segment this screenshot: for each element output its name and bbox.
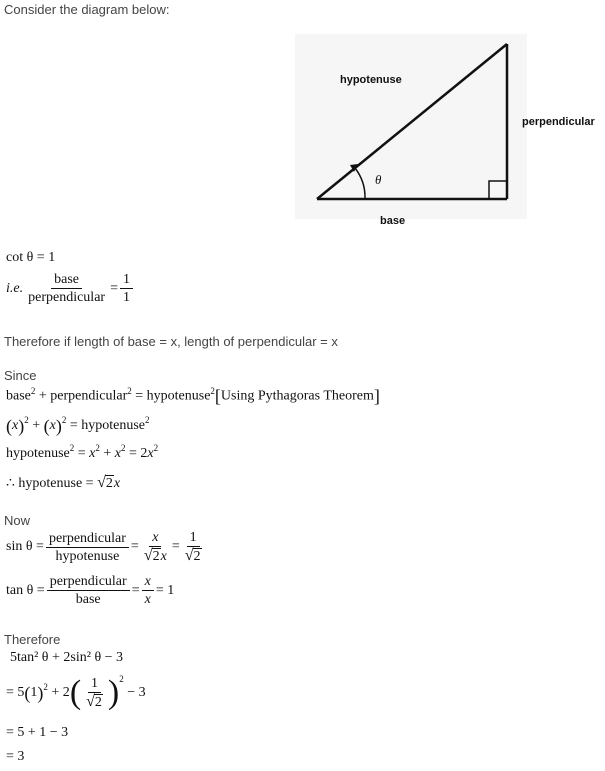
pythagoras-bracket-text: Using Pythagoras Theorem bbox=[220, 388, 374, 404]
final-step-1: = 5 ( 1 ) $^2$ + 2 ( $\frac{1}{√2}$ ) $^2$ − 3 bbox=[6, 674, 146, 711]
label-theta: θ bbox=[375, 172, 382, 187]
final-step-3: = 3 bbox=[6, 749, 25, 764]
pythagoras-line-4: ∴ hypotenuse = √2x bbox=[6, 474, 121, 491]
ie-text: i.e. bbox=[6, 280, 24, 296]
pythagoras-line-2: $(x)^2 + (x)^2$ = hypotenuse$^2$ bbox=[6, 415, 150, 436]
sin-frac-2: $\frac{x}{√2x}$ bbox=[143, 530, 167, 564]
sin-num2: x bbox=[149, 530, 161, 547]
base-over-perp bbox=[25, 272, 108, 305]
step1-tail: − 3 bbox=[127, 685, 146, 700]
final-expression: 5tan² θ + 2sin² θ − 3 bbox=[10, 650, 124, 665]
tan-lhs: tan θ = bbox=[6, 582, 45, 598]
triangle-svg bbox=[295, 34, 605, 234]
label-hypotenuse: hypotenuse bbox=[340, 74, 402, 86]
scan-background bbox=[295, 34, 527, 219]
sin-equation: sin θ = $\frac{\text{perpendicular}}{\text{hypotenuse}}$ = $\frac{x}{√2x}$ = $\frac{1}{√2}$ bbox=[6, 530, 207, 564]
frac-num: base bbox=[51, 272, 82, 289]
pythagoras-line-3: hypotenuse$^2$ = $x^2 + x^2 = 2x^2$ bbox=[6, 443, 159, 461]
now-label: Now bbox=[4, 513, 31, 528]
tan-equation: tan θ = $\frac{\text{perpendicular}}{\text{base}}$ = $\frac{x}{x}$ = 1 bbox=[6, 574, 175, 607]
rhs-num: 1 bbox=[120, 272, 133, 289]
sin-den1: hypotenuse bbox=[55, 548, 120, 564]
tan-frac-2 bbox=[142, 574, 154, 607]
triangle-diagram bbox=[295, 34, 605, 234]
tan-den2: x bbox=[144, 592, 151, 607]
frac-den: perpendicular bbox=[28, 290, 106, 305]
final-step-2: = 5 + 1 − 3 bbox=[6, 725, 69, 740]
l2-rhs: = hypotenuse bbox=[69, 418, 146, 434]
tan-num1: perpendicular bbox=[47, 574, 130, 591]
therefore-label: Therefore bbox=[4, 632, 61, 647]
label-base: base bbox=[380, 215, 406, 227]
tan-result: = 1 bbox=[155, 582, 175, 598]
ie-equation: i.e. $\frac{\text{base}}{\text{perpendicular}}$ = $\frac{1}{1}$ bbox=[6, 272, 135, 305]
intro-text: Consider the diagram below: bbox=[4, 2, 170, 17]
l4-prefix: ∴ hypotenuse = bbox=[6, 476, 94, 491]
tan-den1: base bbox=[75, 592, 101, 607]
sin-frac-3: $\frac{1}{√2}$ bbox=[184, 530, 201, 564]
sin-num3: 1 bbox=[187, 530, 200, 547]
tan-frac-1 bbox=[47, 574, 130, 607]
one-over-root2: $\frac{1}{√2}$ bbox=[86, 676, 102, 710]
label-perpendicular: perpendicular bbox=[522, 116, 595, 128]
therefore-statement: Therefore if length of base = x, length of perpendicular = x bbox=[4, 334, 338, 349]
pythagoras-line-1: base$^2$ + perpendicular$^2$ = hypotenuse$^2$[Using Pythagoras Theorem] bbox=[6, 385, 380, 406]
tan-num2: x bbox=[142, 574, 154, 591]
sin-num1: perpendicular bbox=[46, 531, 129, 548]
l3-text: hypotenuse bbox=[6, 446, 70, 461]
one-over-one bbox=[120, 272, 133, 305]
sin-frac-1 bbox=[46, 531, 129, 564]
cot-line: cot θ = 1 bbox=[6, 250, 56, 265]
sin-lhs: sin θ = bbox=[6, 539, 44, 554]
since-label: Since bbox=[4, 368, 37, 383]
rhs-den: 1 bbox=[122, 290, 130, 305]
